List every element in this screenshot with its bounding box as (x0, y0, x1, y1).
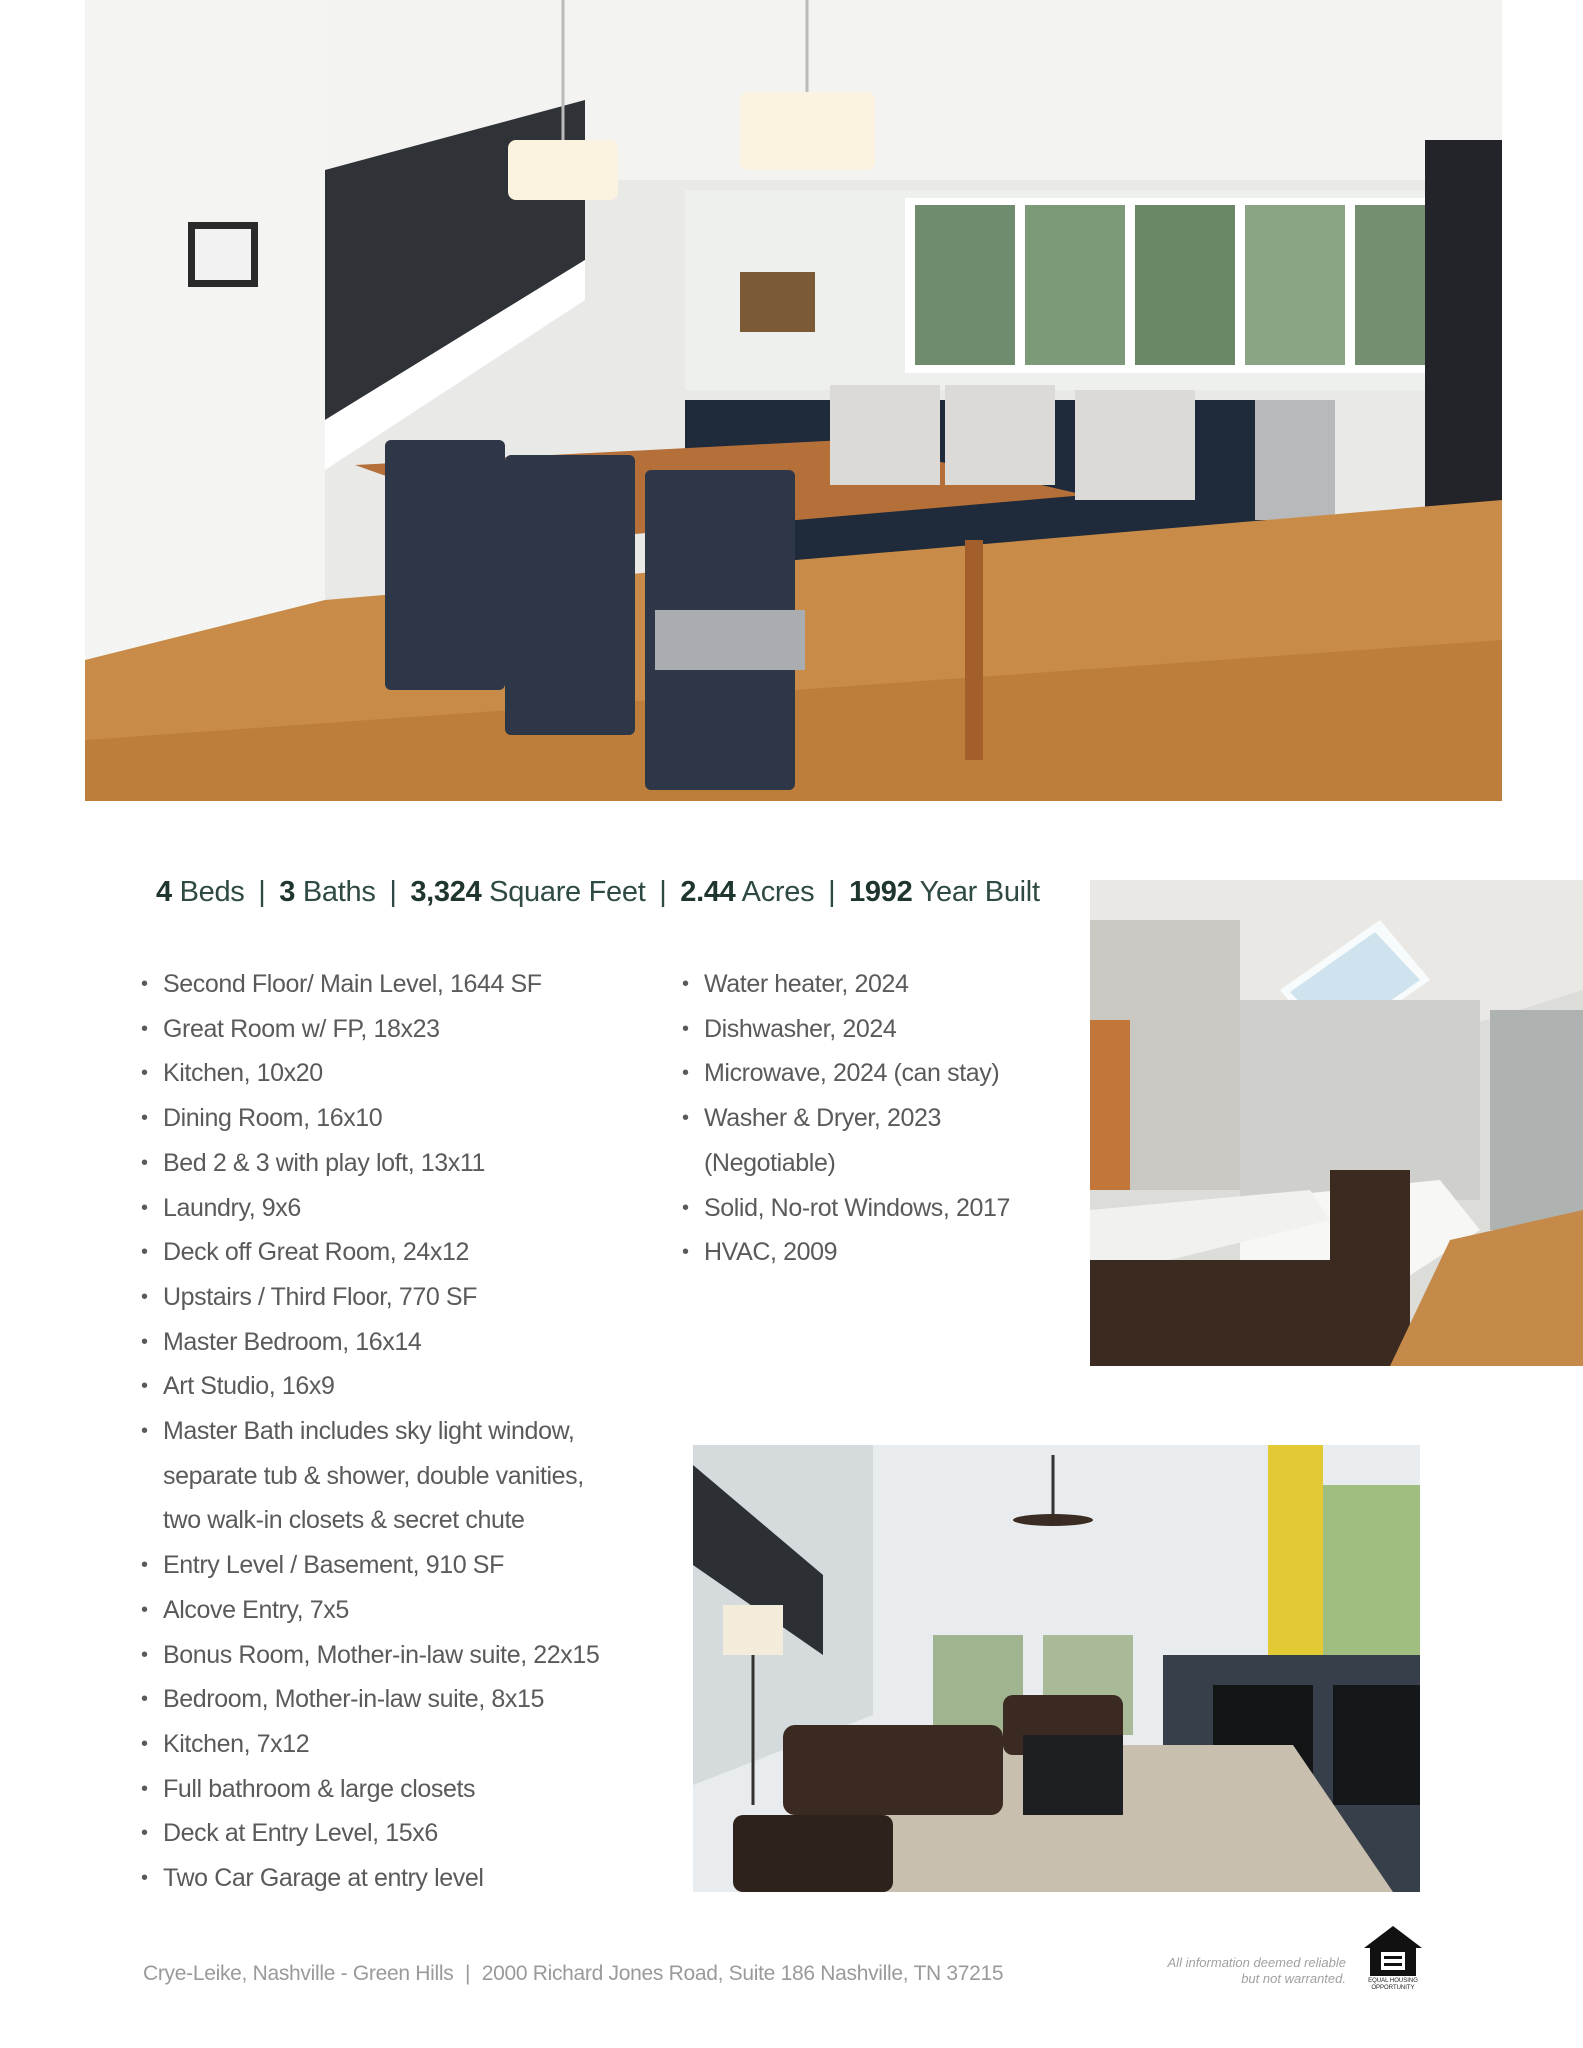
list-item: • Bonus Room, Mother-in-law suite, 22x15 (141, 1633, 661, 1678)
list-item: • Great Room w/ FP, 18x23 (141, 1007, 661, 1052)
list-item: • Solid, No-rot Windows, 2017 (682, 1186, 1082, 1231)
beds-label: Beds (179, 876, 245, 908)
list-item: • Kitchen, 7x12 (141, 1722, 661, 1767)
great-room-photo (693, 1445, 1420, 1892)
features-list-right (682, 962, 1082, 1275)
features-list-left (141, 962, 661, 1901)
list-item: • Deck off Great Room, 24x12 (141, 1230, 661, 1275)
list-item: • HVAC, 2009 (682, 1230, 1082, 1275)
year-value: 1992 (849, 876, 913, 908)
footer-address (143, 1962, 1003, 1986)
list-item: • Art Studio, 16x9 (141, 1364, 661, 1409)
equal-housing-label: EQUAL HOUSING OPPORTUNITY (1368, 1978, 1418, 1991)
master-bath-photo (1090, 880, 1583, 1366)
list-item: • Microwave, 2024 (can stay) (682, 1051, 1082, 1096)
list-item: • Kitchen, 10x20 (141, 1051, 661, 1096)
baths-label: Baths (302, 876, 376, 908)
acres-value: 2.44 (680, 876, 736, 908)
stats-separator: | (258, 876, 266, 908)
list-item: • Bed 2 & 3 with play loft, 13x11 (141, 1141, 661, 1186)
list-item: • Upstairs / Third Floor, 770 SF (141, 1275, 661, 1320)
list-item: • Bedroom, Mother-in-law suite, 8x15 (141, 1677, 661, 1722)
stats-separator: | (828, 876, 836, 908)
list-item: • Dining Room, 16x10 (141, 1096, 661, 1141)
disclaimer-text: All information deemed reliable but not warranted. (1167, 1955, 1346, 1986)
list-item: • Laundry, 9x6 (141, 1186, 661, 1231)
list-item: • Full bathroom & large closets (141, 1767, 661, 1812)
list-item: • Dishwasher, 2024 (682, 1007, 1082, 1052)
list-item: • Second Floor/ Main Level, 1644 SF (141, 962, 661, 1007)
hero-photo-dining-kitchen (85, 0, 1502, 801)
property-stats (156, 876, 1040, 909)
sqft-value: 3,324 (410, 876, 482, 908)
list-item: • Alcove Entry, 7x5 (141, 1588, 661, 1633)
list-item: • Two Car Garage at entry level (141, 1856, 661, 1901)
stats-separator: | (659, 876, 667, 908)
beds-value: 4 (156, 876, 172, 908)
list-item: • Deck at Entry Level, 15x6 (141, 1811, 661, 1856)
sqft-label: Square Feet (489, 876, 646, 908)
list-item: • Entry Level / Basement, 910 SF (141, 1543, 661, 1588)
acres-label: Acres (741, 876, 815, 908)
list-item: • Water heater, 2024 (682, 962, 1082, 1007)
list-item: • Washer & Dryer, 2023 (Negotiable) (682, 1096, 974, 1185)
brokerage-name: Crye-Leike, Nashville - Green Hills (143, 1962, 454, 1985)
office-address: 2000 Richard Jones Road, Suite 186 Nashville, TN 37215 (481, 1962, 1004, 1985)
list-item: • Master Bath includes sky light window, separate tub & shower, double vanities, two walk-in closets & secret chute (141, 1409, 603, 1543)
baths-value: 3 (279, 876, 296, 908)
stats-separator: | (389, 876, 397, 908)
year-label: Year Built (919, 876, 1040, 908)
footer-separator: | (464, 1962, 471, 1985)
list-item: • Master Bedroom, 16x14 (141, 1320, 661, 1365)
